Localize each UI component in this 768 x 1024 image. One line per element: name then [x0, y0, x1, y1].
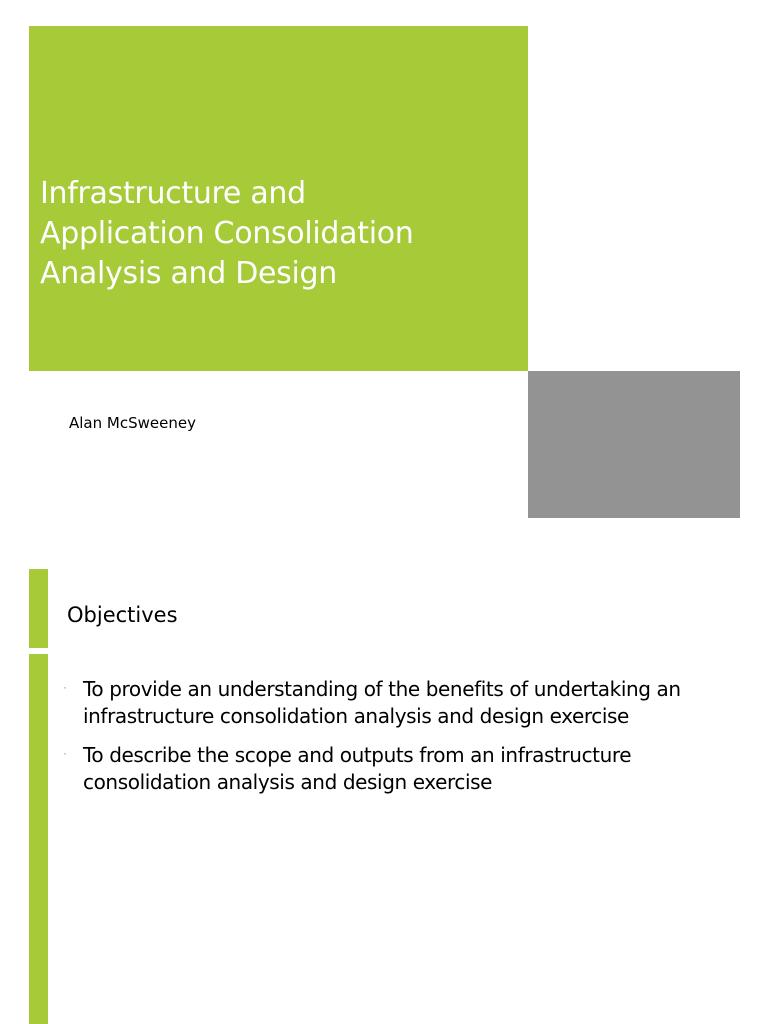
bullet-icon: ·	[63, 746, 67, 760]
objectives-list	[60, 676, 710, 808]
bullet-text: To describe the scope and outputs from an infrastructure consolidation analysis and design exercise	[83, 743, 632, 794]
title-line-1: Infrastructure and	[40, 176, 306, 211]
decorative-gray-block	[528, 371, 740, 518]
title-line-3: Analysis and Design	[40, 256, 337, 291]
bullet-icon: ·	[63, 680, 67, 694]
author-name: Alan McSweeney	[69, 414, 196, 432]
heading-accent-bar	[29, 569, 48, 648]
list-item	[60, 676, 710, 730]
list-item	[60, 742, 710, 796]
bullet-text: To provide an understanding of the benefits of undertaking an infrastructure consolidation analysis and design exercise	[83, 677, 681, 728]
content-accent-bar	[29, 654, 48, 1024]
presentation-title	[40, 174, 490, 294]
title-line-2: Application Consolidation	[40, 216, 414, 251]
objectives-heading: Objectives	[67, 603, 178, 627]
